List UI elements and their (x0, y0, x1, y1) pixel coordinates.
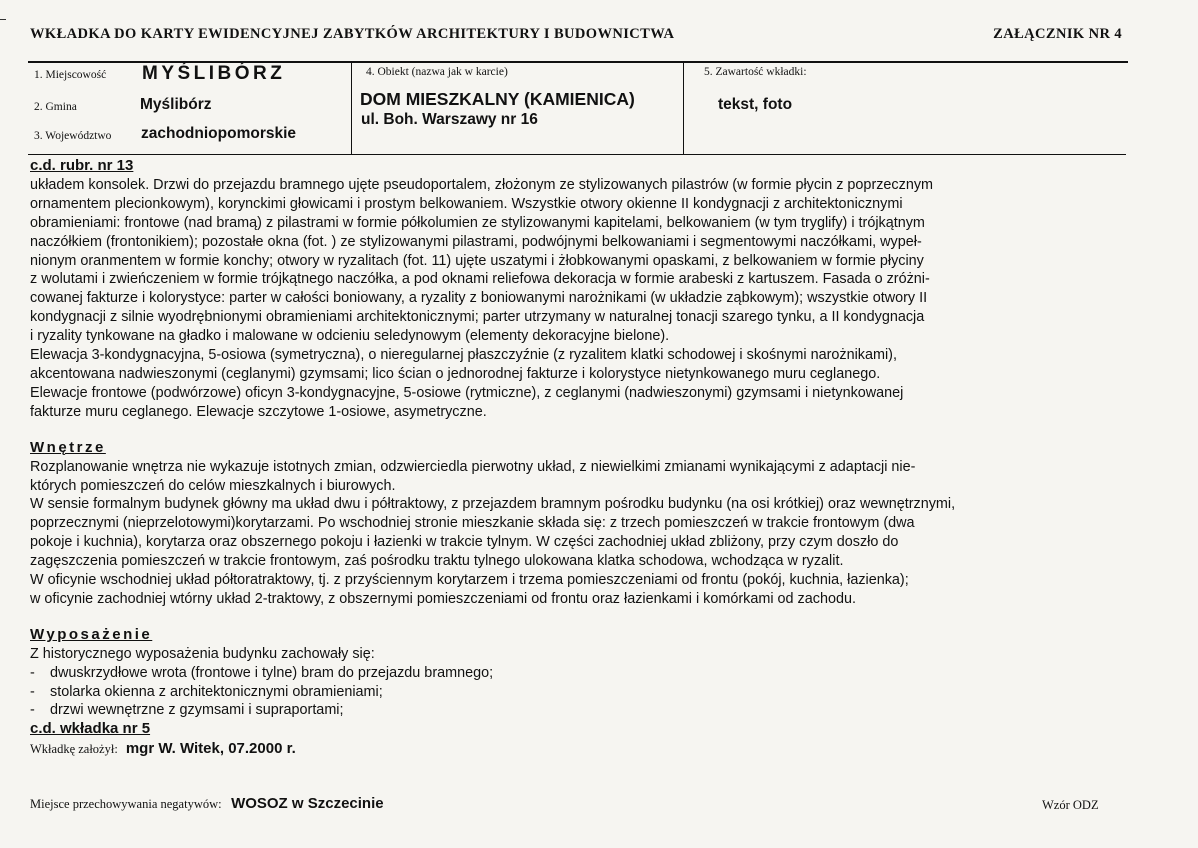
text-line: fakturze muru ceglanego. Elewacje szczytowe 1-osiowe, asymetryczne. (30, 403, 487, 420)
document-body (30, 157, 1128, 759)
column-divider (351, 63, 352, 155)
text-line: cowanej fakturze i kolorystyce: parter w całości boniowany, a ryzality z boniowanymi narożnikami (w układzie ząbkowym); wszystkie otwory II (30, 290, 928, 307)
author-line (30, 740, 1128, 759)
contents-value: tekst, foto (718, 96, 793, 113)
paragraph-main-building (30, 495, 1128, 571)
commune-label: 2. Gmina (34, 101, 77, 113)
form-code: Wzór ODZ (1042, 798, 1099, 812)
paragraph-outbuildings (30, 384, 1128, 422)
annex-number: ZAŁĄCZNIK NR 4 (993, 26, 1122, 42)
edge-mark (0, 19, 6, 20)
locality-label: 1. Miejscowość (34, 69, 107, 81)
text-line: pokoje i kuchnia), korytarza oraz obszernego pokoju i łazienki w trakcie tylnym. W części zachodniej układ zbliżony, przy czym doszło do (30, 534, 899, 551)
text-line: kondygnacji z silnie wyodrębnionymi obramieniami architektonicznymi; parter utrzymany w naturalnej tonacji szarego tynku, a II kondygnacja (30, 309, 925, 326)
interior-heading: Wnętrze (30, 438, 106, 456)
text-line: układem konsolek. Drzwi do przejazdu bramnego ujęte pseudoportalem, złożonym ze stylizowanych pilastrów (w formie płycin z poprzecznym (30, 176, 934, 193)
text-line: ornamentem plecionkowym), korynckimi głowicami i prostym belkowaniem. Wszystkie otwory okienne II kondygnacji z architektonicznymi (30, 195, 903, 212)
text-line: Elewacja 3-kondygnacyjna, 5-osiowa (symetryczna), o nieregularnej płaszczyźnie (z ryzalitem klatki schodowej i skośnymi narożnikami), (30, 347, 897, 364)
text-line: Elewacje frontowe (podwórzowe) oficyn 3-kondygnacyjne, 5-osiowe (rytmiczne), z ceglanymi (nadwieszonymi) gzymsami i nietynkowanej (30, 384, 904, 401)
object-label: 4. Obiekt (nazwa jak w karcie) (366, 66, 508, 78)
author-label: Wkładkę założył: (30, 742, 118, 757)
text-line: w oficynie zachodniej wtórny układ 2-traktowy, z obszernymi pomieszczeniami od frontu oraz łazienkami i komórkami od zachodu. (30, 590, 856, 607)
paragraph-facade (30, 176, 1128, 346)
list-item: - stolarka okienna z architektonicznymi obramieniami; (30, 683, 383, 700)
storage-label: Miejsce przechowywania negatywów: (30, 797, 222, 811)
list-item: - drzwi wewnętrzne z gzymsami i supraportami; (30, 702, 344, 719)
paragraph-wings (30, 571, 1128, 609)
document-title: WKŁADKA DO KARTY EWIDENCYJNEJ ZABYTKÓW ARCHITEKTURY I BUDOWNICTWA (30, 26, 675, 42)
object-name: DOM MIESZKALNY (KAMIENICA) (360, 89, 635, 109)
text-line: z wolutami i zwieńczeniem w formie trójkątnego naczółka, a pod oknami reliefowa dekoracja w formie arabeski z kartuszem. Fasada o zróżni- (30, 271, 930, 288)
contents-label: 5. Zawartość wkładki: (704, 66, 807, 78)
list-item: - dwuskrzydłowe wrota (frontowe i tylne) bram do przejazdu bramnego; (30, 664, 494, 681)
locality-value: MYŚLIBÓRZ (142, 63, 286, 84)
info-table (28, 63, 1126, 155)
text-line: których pomieszczeń do celów mieszkalnych i biurowych. (30, 477, 396, 494)
text-line: obramieniami: frontowe (nad bramą) z pilastrami w formie półkolumien ze stylizowanymi kapitelami, belkowaniem (w tym tryglify) i trójkątnym (30, 214, 925, 231)
object-address: ul. Boh. Warszawy nr 16 (361, 111, 538, 128)
text-line: zagęszczenia pomieszczeń w trakcie frontowym, zaś pośrodku traktu tylnego ulokowana klatka schodowa, wchodząca w ryzalit. (30, 553, 844, 570)
text-line: akcentowana nadwieszonymi (ceglanymi) gzymsami; lico ścian o jednorodnej fakturze i kolorystyce nietynkowanego muru ceglanego. (30, 365, 881, 382)
text-line: Rozplanowanie wnętrza nie wykazuje istotnych zmian, odzwierciedla pierwotny układ, z niewielkimi zmianami wynikającymi z adaptacji nie- (30, 458, 916, 475)
paragraph-elevation (30, 346, 1128, 384)
column-divider (683, 63, 684, 155)
commune-value: Myślibórz (140, 96, 212, 113)
text-line: W oficynie wschodniej układ półtoratraktowy, tj. z przyściennym korytarzem i trzema pomieszczeniami od frontu (pokój, kuchnia, łazienka); (30, 572, 909, 589)
equipment-intro: Z historycznego wyposażenia budynku zachowały się: (30, 645, 375, 662)
text-line: naczółkiem (frontonikiem); pozostałe okna (fot. ) ze stylizowanymi pilastrami, podwójnymi belkowaniami i segmentowymi naczółkami, wypeł- (30, 233, 922, 250)
continued-insert: c.d. wkładka nr 5 (30, 720, 151, 738)
storage-value: WOSOZ w Szczecinie (231, 795, 384, 812)
storage-line (30, 795, 384, 813)
continued-heading: c.d. rubr. nr 13 (30, 157, 134, 174)
paragraph-interior-layout (30, 458, 1128, 496)
equipment-heading: Wyposażenie (30, 625, 153, 643)
text-line: W sensie formalnym budynek główny ma układ dwu i półtraktowy, z przejazdem bramnym pośrodku budynku (na osi krótkiej) oraz wewnętrznymi, (30, 496, 956, 513)
text-line: poprzecznymi (nieprzelotowymi)korytarzami. Po wschodniej stronie mieszkanie składa się: z trzech pomieszczeń w trakcie frontowym (dwa (30, 515, 915, 532)
text-line: nionym oranmentem w formie konchy; otwory w ryzalitach (fot. 11) ujęte uszatymi i żłobkowanymi opaskami, z belkowaniem w formie płyciny (30, 252, 924, 269)
voivodeship-value: zachodniopomorskie (141, 125, 297, 142)
author-value: mgr W. Witek, 07.2000 r. (125, 740, 296, 758)
text-line: i ryzality tynkowane na gładko i malowane w odcieniu seledynowym (elementy dekoracyjne bielone). (30, 328, 670, 345)
voivodeship-label: 3. Województwo (34, 130, 112, 142)
